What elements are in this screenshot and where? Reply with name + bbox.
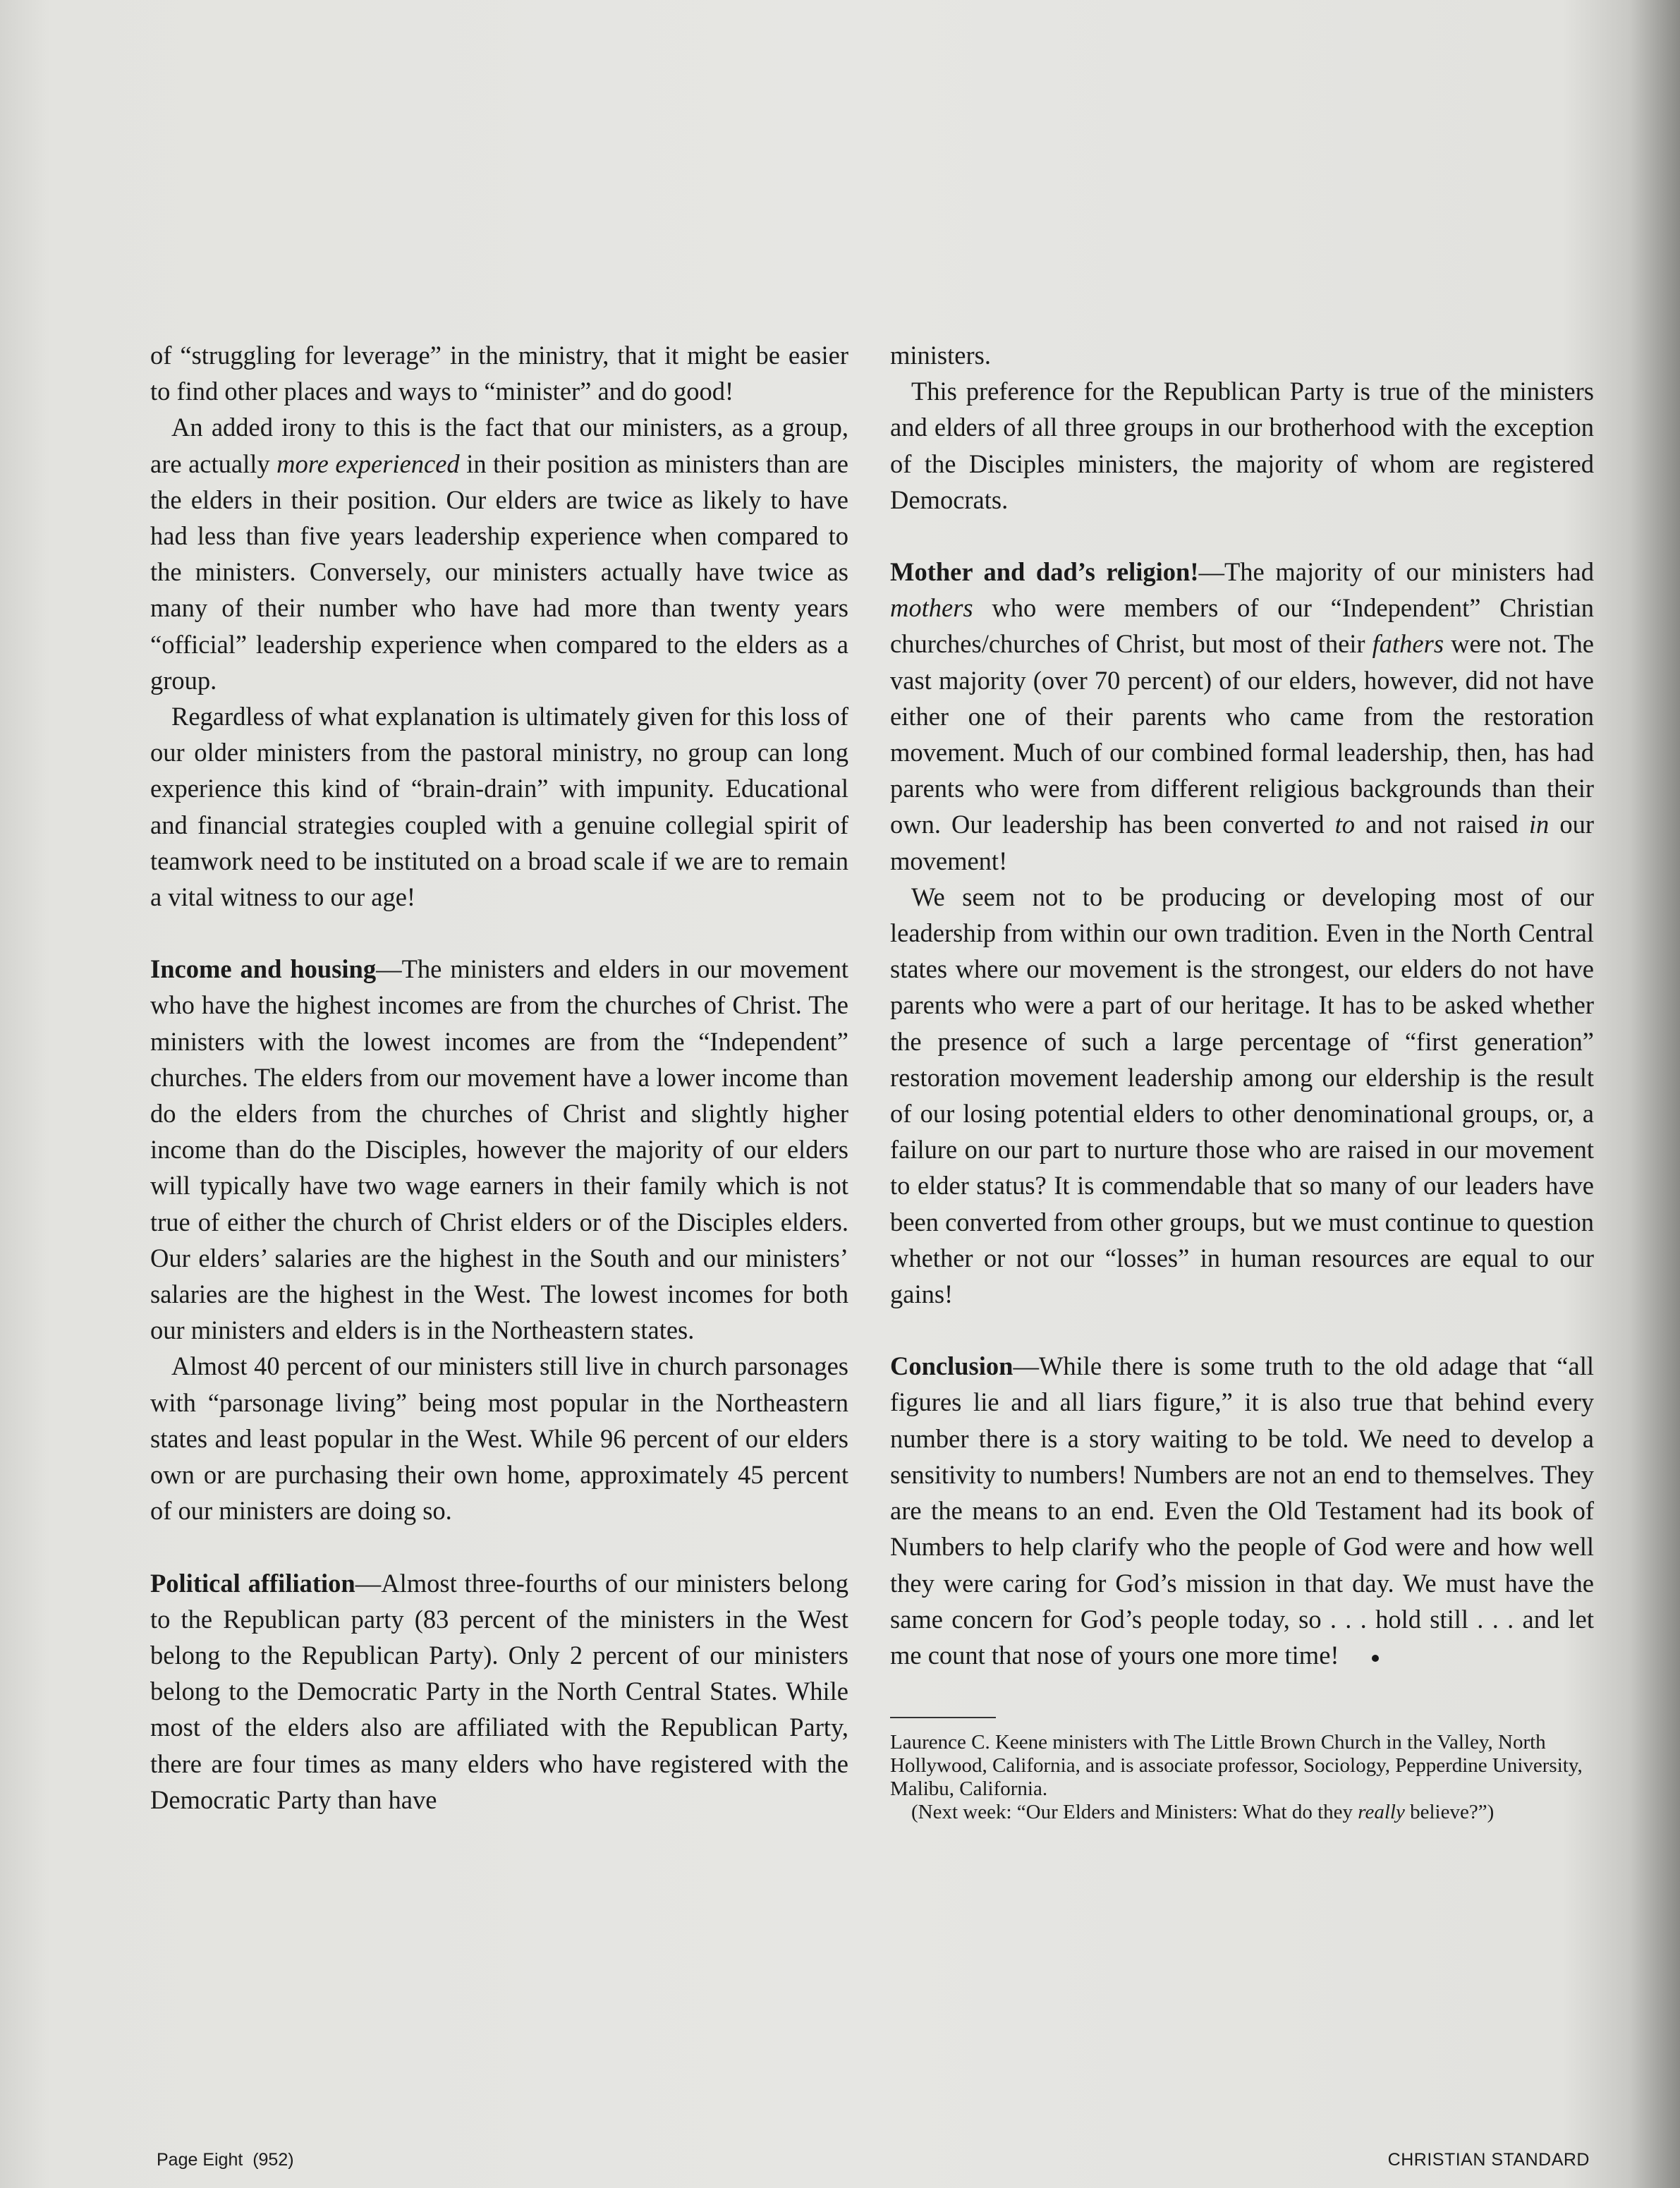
section-conclusion: Conclusion—While there is some truth to the old adage that “all figures lie and all liars figure,” it is also true that behind every number there is a story waiting to be told. We need to develop a sensitivity to numbers! Numbers are not an end to themselves. They are the means to an end. Even the Old Testament had its book of Numbers to help clarify who the people of God were and how well they were caring for God’s mission in that day. We must have the same concern for God’s people today, so . . . hold still . . . and let me count that nose of yours one more time! (890, 1351, 1594, 1670)
section-income: Income and housing—The ministers and elders in our movement who have the highest incomes are from the churches of Christ. The ministers with the lowest incomes are from the “Independent” churches. The elders from our movement have a lower income than do the elders from the churches of Christ and slightly higher income than do the Disciples, however the majority of our elders will typically have two wage earners in their family which is not true of either the church of Christ elders or of the Disciples elders. Our elders’ salaries are the highest in the South and our ministers’ salaries are the highest in the West. The lowest incomes for both our ministers and elders is in the Northeastern states. (150, 954, 849, 1345)
bleed-through-title (141, 106, 1467, 190)
section-heading: Conclusion (890, 1351, 1014, 1381)
publication-name: CHRISTIAN STANDARD (1387, 2150, 1590, 2170)
paragraph: This preference for the Republican Party is true of the ministers and elders of all three groups in our brotherhood with the exception of the Disciples ministers, the majority of whom are registered Democrats. (890, 377, 1594, 514)
paragraph: of “struggling for leverage” in the ministry, that it might be easier to find other places and ways to “minister” and do good! (150, 341, 848, 406)
section-religion: Mother and dad’s religion!—The majority of our ministers had mothers who were members of our “Independent” Christian churches/churches of Christ, but most of their fathers were not. The vast majority (over 70 percent) of our elders, however, did not have either one of their parents who came from the restoration movement. Much of our combined formal leadership, then, has had parents who were from different religious backgrounds than their own. Our leadership has been converted to and not raised in our movement! (890, 557, 1594, 875)
bio-text: Laurence C. Keene ministers with The Little Brown Church in the Valley, North Hollywood, California, and is associate professor, Sociology, Pepperdine University, Malibu, California. (890, 1731, 1583, 1801)
section-heading: Political affiliation (150, 1568, 355, 1598)
paragraph: Regardless of what explanation is ultimately given for this loss of our older ministers from the pastoral ministry, no group can long experience this kind of “brain-drain” with impunity. Educational and financial strategies coupled with a genuine collegial spirit of teamwork need to be instituted on a broad scale if we are to remain a vital witness to our age! (150, 702, 848, 912)
section-heading: Mother and dad’s religion! (890, 557, 1199, 587)
section-political: Political affiliation—Almost three-fourths of our ministers belong to the Republican party (83 percent of the ministers in the West belong to the Republican Party). Only 2 percent of our ministers belong to the Democratic Party in the North Central States. While most of the elders also are affiliated with the Republican Party, there are four times as many elders who have registered with the Democratic Party than have (150, 1568, 848, 1814)
page-number: Page Eight (952) (157, 2150, 294, 2170)
paragraph: We seem not to be producing or developing most of our leadership from within our own tradition. Even in the North Central states where our movement is the strongest, our elders do not have parents who were a part of our heritage. It has to be asked whether the presence of such a large percentage of “first generation” restoration movement leadership among our eldership is the result of our losing potential elders to other denominational groups, or, a failure on our part to nurture those who are raised in our movement to elder status? It is commendable that so many of our leaders have been converted from other groups, but we must continue to question whether or not our “losses” in human resources are equal to our gains! (890, 882, 1594, 1309)
divider (890, 1717, 996, 1718)
next-week-note: (Next week: “Our Elders and Ministers: What do they really believe?”) (911, 1801, 1495, 1824)
left-column (150, 337, 848, 1818)
emphasis: more experienced (276, 449, 460, 478)
right-column (890, 337, 1594, 1824)
section-heading: Income and housing (150, 954, 377, 984)
paragraph: ministers. (890, 341, 991, 370)
author-bio (890, 1731, 1594, 1824)
paragraph: An added irony to this is the fact that our ministers, as a group, are actually more experienced in their position as ministers than are the elders in their position. Our elders are twice as likely to have had less than five years leadership experience when compared to the ministers. Conversely, our ministers actually have twice as many of their number who have had more than twenty years “official” leadership experience when compared to the elders as a group. (150, 413, 848, 695)
end-mark-icon (1372, 1655, 1379, 1662)
paragraph: Almost 40 percent of our ministers still live in church parsonages with “parsonage living” being most popular in the Northeastern states and least popular in the West. While 96 percent of our elders own or are purchasing their own home, approximately 45 percent of our ministers are doing so. (150, 1351, 848, 1526)
